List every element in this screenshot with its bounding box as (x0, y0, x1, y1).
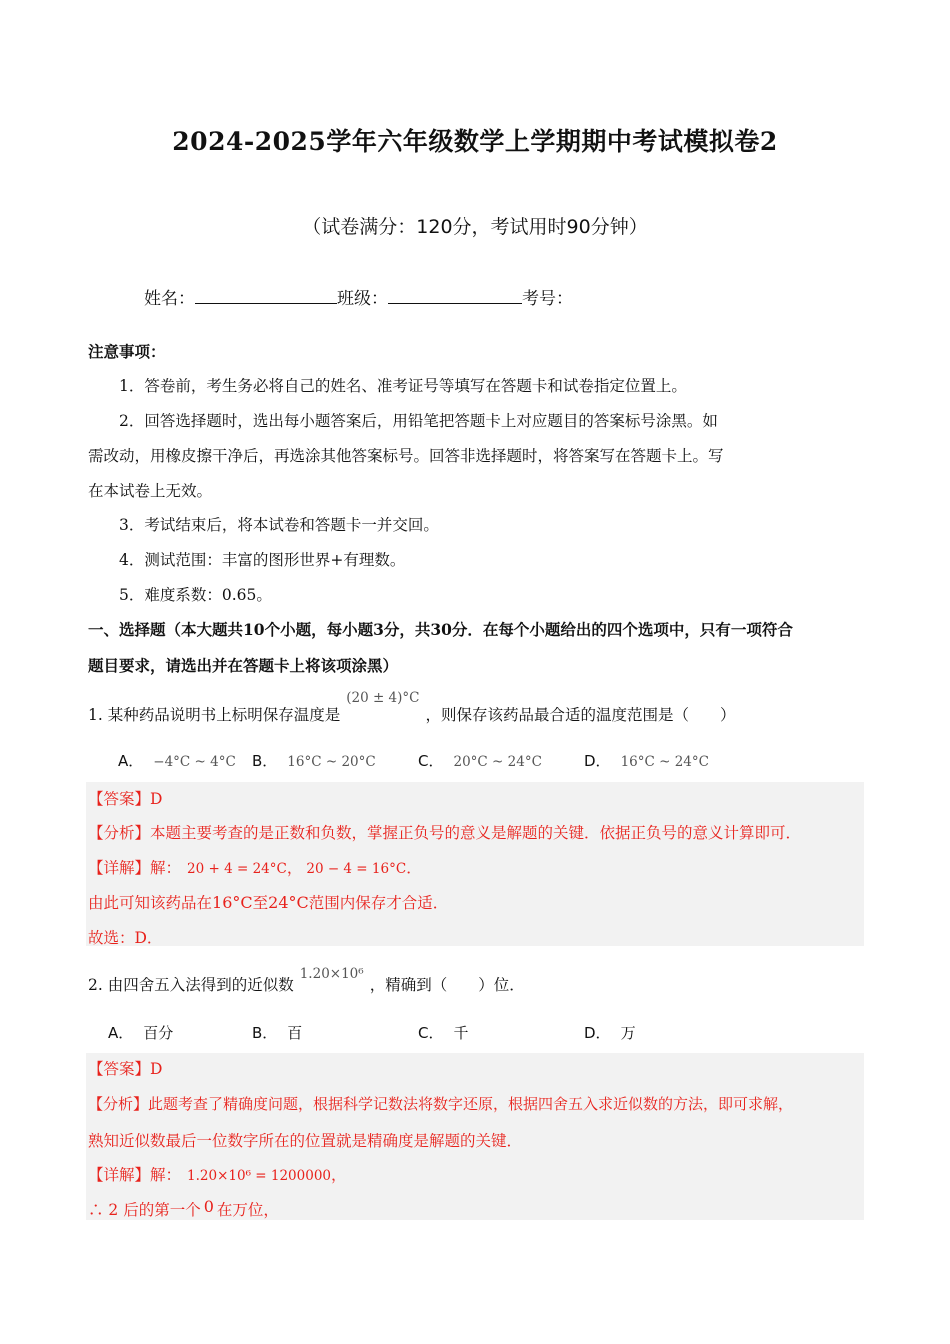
q2-detail: 【详解】解： 1.20×10⁶ = 1200000， (88, 1166, 347, 1184)
q2-stem-text: 2. 由四舍五入法得到的近似数 (88, 976, 294, 994)
q2-therefore: ∴ 2 后的第一个 0 在万位， (88, 1197, 279, 1219)
q1-choice: 故选：D． (88, 929, 163, 947)
notes-item-2-line-2: 需改动，用橡皮擦干净后，再选涂其他答案标号。回答非选择题时，将答案写在答题卡上。写 (88, 447, 724, 465)
q1-answer: 【答案】D (88, 790, 163, 808)
notes-heading: 注意事项： (88, 343, 166, 361)
q2-option-d: D． 万 (584, 1024, 636, 1042)
section-heading-line-1: 一、选择题（本大题共10个小题，每小题3分，共30分．在每个小题给出的四个选项中，只有一项符合 (88, 620, 793, 639)
page-title: 2024-2025学年六年级数学上学期期中考试模拟卷2 (172, 127, 778, 156)
q2-stem-text-after: ，精确到（ ）位． (369, 976, 525, 994)
q1-option-d: D． 16°C ~ 24°C (584, 752, 709, 770)
q2-analysis-line-1: 【分析】此题考查了精确度问题，根据科学记数法将数字还原，根据四舍五入求近似数的方法，即可求解， (88, 1095, 794, 1113)
q2-answer: 【答案】D (88, 1060, 163, 1078)
question-1-stem (88, 690, 736, 726)
q1-option-c: C． 20°C ~ 24°C (418, 752, 542, 770)
q1-option-a: A． −4°C ~ 4°C (118, 752, 236, 770)
q1-stem-text: 1. 某种药品说明书上标明保存温度是 (88, 706, 341, 724)
notes-item-2-line-1: 2．回答选择题时，选出每小题答案后，用铅笔把答题卡上对应题目的答案标号涂黑。如 (119, 412, 718, 430)
q2-option-a: A． 百分 (108, 1024, 174, 1042)
exam-subtitle: （试卷满分：120分，考试用时90分钟） (302, 216, 648, 238)
q1-option-b: B． 16°C ~ 20°C (252, 752, 376, 770)
notes-item-3: 3．考试结束后，将本试卷和答题卡一并交回。 (119, 516, 439, 534)
name-blank (195, 285, 337, 304)
exam-number-label: 考号： (522, 289, 573, 309)
q1-conclusion: 由此可知该药品在16°C至24°C范围内保存才合适． (88, 893, 449, 912)
student-info-row (144, 284, 573, 309)
section-heading-line-2: 题目要求，请选出并在答题卡上将该项涂黑） (88, 656, 399, 675)
class-blank (388, 285, 522, 304)
q1-detail: 【详解】解： 20 + 4 = 24°C， 20 − 4 = 16°C． (88, 859, 422, 877)
question-2-stem (88, 966, 525, 996)
name-label: 姓名： (144, 289, 195, 309)
notes-item-1: 1．答卷前，考生务必将自己的姓名、准考证号等填写在答题卡和试卷指定位置上。 (119, 377, 687, 395)
q2-analysis-line-2: 熟知近似数最后一位数字所在的位置就是精确度是解题的关键． (88, 1132, 523, 1150)
q2-option-b: B． 百 (252, 1024, 303, 1042)
q1-analysis: 【分析】本题主要考查的是正数和负数，掌握正负号的意义是解题的关键．依据正负号的意义计算即可． (88, 824, 802, 842)
notes-item-2-line-3: 在本试卷上无效。 (88, 482, 213, 500)
q2-stem-formula: 1.20×10⁶ (299, 966, 364, 982)
q2-option-c: C． 千 (418, 1024, 469, 1042)
q1-stem-text-after: ，则保存该药品最合适的温度范围是（ ） (425, 706, 736, 724)
notes-item-4: 4．测试范围：丰富的图形世界+有理数。 (119, 551, 406, 569)
notes-item-5: 5．难度系数：0.65。 (119, 586, 272, 604)
q1-stem-formula: (20 ± 4)°C (346, 690, 420, 706)
class-label: 班级： (337, 289, 388, 309)
